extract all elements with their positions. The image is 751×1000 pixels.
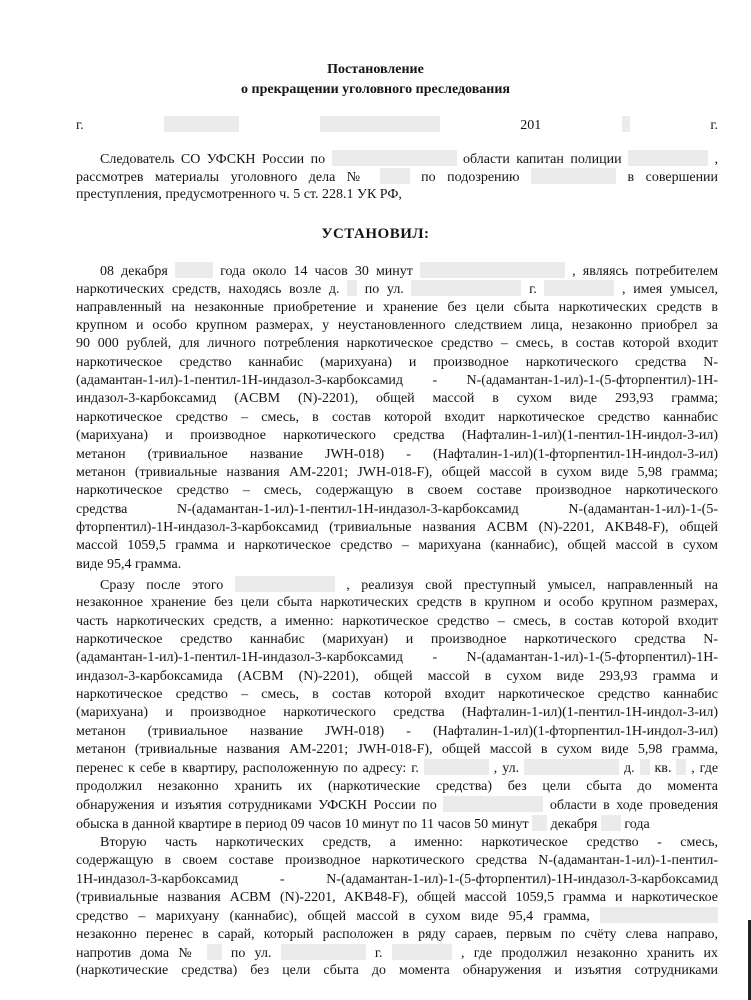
- body-line: [76, 482, 718, 500]
- text-segment: , ул.: [493, 761, 520, 776]
- text-segment: Следователь СО УФСКН России по: [100, 152, 326, 167]
- redaction-box: [622, 116, 630, 132]
- body-line: [76, 759, 718, 778]
- redaction-box: [164, 116, 239, 132]
- text-segment: г.: [76, 118, 84, 133]
- text-segment: 90 000 рублей, для личного потребления наркотическое средство – смесь, в состав которой входит: [76, 336, 718, 351]
- text-segment: (марихуана) и производное наркотического средства (Нафталин-1-ил)(1-пентил-1Н-индол-3-ил): [76, 705, 718, 720]
- body-line: [76, 409, 718, 427]
- body-line: [76, 723, 718, 741]
- text-segment: , где: [691, 761, 719, 776]
- redaction-box: [532, 815, 547, 831]
- redaction-box: [281, 944, 366, 960]
- redaction-box: [544, 280, 614, 296]
- text-segment: в совершении: [627, 170, 719, 185]
- section-heading: УСТАНОВИЛ:: [321, 226, 430, 242]
- text-segment: массой 1059,5 грамма и наркотическое средство – марихуана (каннабис), общей массой в сухом: [76, 538, 718, 553]
- redaction-box: [443, 796, 543, 812]
- redaction-box: [175, 262, 213, 278]
- text-segment: , где продолжил незаконно хранить их: [460, 946, 719, 961]
- redaction-box: [380, 168, 410, 184]
- redaction-box: [676, 759, 686, 775]
- text-segment: метанон (тривиальные названия AM-2201; JWH-018-F), общей массой в сухом виде 5,98 грамма,: [76, 742, 718, 757]
- redaction-box: [600, 907, 718, 923]
- body-line: [76, 649, 718, 667]
- text-segment: направленный на незаконные приобретение и хранение без цели сбыта наркотических средств в: [76, 300, 718, 315]
- text-segment: года около 14 часов 30 минут: [220, 264, 413, 279]
- text-segment: (тривиальные названия ACBM (N)-2201, AKB48-F), общей массой 1059,5 грамма и наркотическое: [76, 890, 718, 905]
- text-segment: области капитан полиции: [463, 152, 622, 167]
- redaction-box: [235, 576, 335, 592]
- redaction-box: [420, 262, 565, 278]
- text-segment: преступления, предусмотренного ч. 5 ст. 228.1 УК РФ,: [76, 187, 402, 202]
- text-segment: декабря: [550, 817, 598, 832]
- text-segment: г.: [529, 282, 537, 297]
- body-line: [76, 537, 718, 555]
- text-segment: рассмотрев материалы уголовного дела №: [76, 170, 369, 185]
- body-line: [76, 280, 718, 299]
- redaction-box: [347, 280, 357, 296]
- redaction-box: [640, 759, 650, 775]
- body-line: [76, 613, 718, 631]
- text-segment: наркотическое средство – смесь, в состав которой входит наркотическое средство каннабис: [76, 687, 718, 702]
- text-segment: обнаружения и изъятия сотрудниками УФСКН России по: [76, 798, 437, 813]
- text-segment: 08 декабря: [100, 264, 168, 279]
- text-segment: незаконно перенес в сарай, который расположен в ряду сараев, первым по счёту слева направо,: [76, 927, 718, 942]
- redaction-box: [601, 815, 621, 831]
- redaction-box: [392, 944, 452, 960]
- text-segment: крупном и особо крупном размерах, у неустановленного следствием лица, незаконно приобрел за: [76, 318, 718, 333]
- body-line: [76, 299, 718, 317]
- text-segment: (адамантан-1-ил)-1-пентил-1Н-индазол-3-карбоксамид - N-(адамантан-1-ил)-1-(5-фторпентил)-1Н-: [76, 373, 718, 388]
- text-segment: д.: [623, 761, 635, 776]
- redaction-box: [320, 116, 440, 132]
- text-segment: наркотическое средство – смесь, содержащую в своем составе производное наркотического: [76, 483, 718, 498]
- body-line: [76, 556, 718, 574]
- preamble-line: [76, 168, 718, 187]
- body-line: [76, 501, 718, 519]
- body-line: [76, 704, 718, 722]
- text-segment: наркотических средств, находясь возле д.: [76, 282, 340, 297]
- body-line: [76, 390, 718, 408]
- body-line: [76, 944, 718, 963]
- text-segment: обыска в данной квартире в период 09 часов 10 минут по 11 часов 50 минут: [76, 817, 529, 832]
- text-segment: средство – марихуану (каннабис), общей массой в сухом виде 95,4 грамма,: [76, 909, 590, 924]
- text-segment: метанон (тривиальное название JWH-018) - (Нафталин-1-ил)(1-фторпентил-1Н-индол-3-ил): [76, 724, 718, 739]
- body-line: [76, 317, 718, 335]
- text-segment: (марихуана) и производное наркотического средства (Нафталин-1-ил)(1-пентил-1Н-индол-3-ил): [76, 428, 718, 443]
- redaction-box: [524, 759, 619, 775]
- text-segment: виде 95,4 грамма.: [76, 557, 182, 572]
- text-segment: ,: [714, 152, 718, 167]
- text-segment: перенес к себе в квартиру, расположенную по адресу: г.: [76, 761, 419, 776]
- redaction-box: [628, 150, 708, 166]
- text-segment: по ул.: [364, 282, 404, 297]
- body-line: [76, 372, 718, 390]
- body-line: [76, 871, 718, 889]
- preamble-line: [76, 116, 718, 135]
- text-segment: года: [624, 817, 650, 832]
- text-segment: продолжил незаконно хранить их (наркотические средства) без цели сбыта до момента: [76, 779, 718, 794]
- text-segment: часть наркотических средств, а именно: наркотическое средство – смесь, в состав которой входит: [76, 614, 718, 629]
- text-segment: фторпентил)-1Н-индазол-3-карбоксамид (тривиальные названия ACBM (N)-2201, AKB48-F), общей: [76, 520, 718, 535]
- text-segment: г.: [374, 946, 383, 961]
- text-segment: метанон (тривиальные названия AM-2201; JWH-018-F), общей массой в сухом виде 5,98 грамма;: [76, 465, 718, 480]
- body-line: [76, 464, 718, 482]
- body-line: [76, 519, 718, 537]
- text-segment: Вторую часть наркотических средств, а именно: наркотическое средство - смесь,: [100, 835, 718, 850]
- body-line: [100, 834, 718, 852]
- body-line: [76, 926, 718, 944]
- text-segment: области в ходе проведения: [549, 798, 719, 813]
- preamble-line: [76, 186, 718, 204]
- text-segment: г.: [710, 118, 718, 133]
- text-segment: Сразу после этого: [100, 578, 224, 593]
- redaction-box: [411, 280, 521, 296]
- body-line: [100, 576, 718, 595]
- text-segment: , являясь потребителем: [572, 264, 719, 279]
- body-line: [76, 796, 718, 815]
- body-line: [76, 907, 718, 926]
- text-segment: наркотическое средство – смесь, в состав которой входит наркотическое средство каннабис: [76, 410, 718, 425]
- text-segment: наркотическое средство каннабис (марихуан) и производное наркотического средства N-: [76, 632, 718, 647]
- document-title: Постановление: [327, 62, 424, 77]
- body-line: [76, 354, 718, 372]
- text-segment: (наркотические средства) без цели сбыта до момента обнаружения и изъятия сотрудниками: [76, 963, 718, 978]
- body-line: [76, 446, 718, 464]
- text-segment: незаконное хранение без цели сбыта наркотических средств в крупном и особо крупном размерах,: [76, 595, 718, 610]
- text-segment: , имея умысел,: [622, 282, 718, 297]
- text-segment: по ул.: [230, 946, 272, 961]
- text-segment: наркотическое средство каннабис (марихуана) и производное наркотического средства N-: [76, 355, 718, 370]
- text-segment: метанон (тривиальное название JWH-018) - (Нафталин-1-ил)(1-фторпентил-1Н-индол-3-ил): [76, 447, 718, 462]
- body-line: [76, 631, 718, 649]
- body-line: [76, 962, 718, 980]
- body-line: [76, 668, 718, 686]
- preamble-line: [100, 150, 718, 169]
- body-line: [76, 335, 718, 353]
- document-subtitle: о прекращении уголовного преследования: [241, 82, 510, 97]
- body-line: [76, 594, 718, 612]
- text-segment: , реализуя свой преступный умысел, направленный на: [346, 578, 718, 593]
- text-segment: индазол-3-карбоксамида (ACBM (N)-2201), общей массой в сухом виде 293,93 грамма и: [76, 669, 718, 684]
- text-segment: 1Н-индазол-3-карбоксамид - N-(адамантан-1-ил)-1-(5-фторпентил)-1Н-индазол-3-карбоксамид: [76, 872, 718, 887]
- body-line: [100, 262, 718, 281]
- text-segment: 201: [520, 118, 542, 133]
- body-line: [76, 889, 718, 907]
- body-line: [76, 815, 718, 834]
- redaction-box: [207, 944, 222, 960]
- redaction-box: [424, 759, 489, 775]
- redaction-box: [332, 150, 457, 166]
- text-segment: содержащую в своем составе производное наркотического средства N-(адамантан-1-ил)-1-пентил-: [76, 853, 718, 868]
- body-line: [76, 741, 718, 759]
- body-line: [76, 686, 718, 704]
- text-segment: по подозрению: [421, 170, 520, 185]
- body-line: [76, 427, 718, 445]
- text-segment: напротив дома №: [76, 946, 198, 961]
- text-segment: (адамантан-1-ил)-1-пентил-1Н-индазол-3-карбоксамид - N-(адамантан-1-ил)-1-(5-фторпентил)-1Н-: [76, 650, 718, 665]
- text-segment: индазол-3-карбоксамид (ACBM (N)-2201), общей массой в сухом виде 293,93 грамма;: [76, 391, 718, 406]
- text-segment: средства N-(адамантан-1-ил)-1-пентил-1Н-индазол-3-карбоксамид N-(адамантан-1-ил)-1-(5-: [76, 502, 718, 517]
- text-segment: кв.: [654, 761, 672, 776]
- redaction-box: [531, 168, 616, 184]
- body-line: [76, 852, 718, 870]
- body-line: [76, 778, 718, 796]
